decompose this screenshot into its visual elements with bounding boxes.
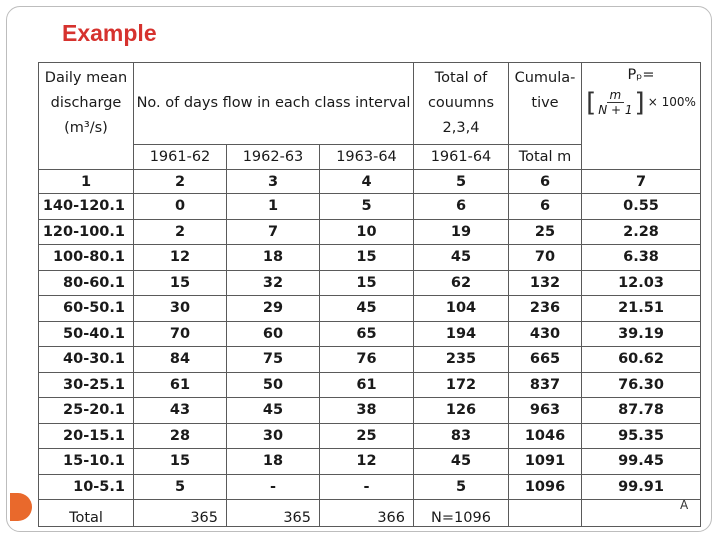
- year-cell: 1961-64: [414, 145, 509, 170]
- discharge-class-cell: 120-100.1: [39, 219, 134, 245]
- table-row: [39, 296, 701, 322]
- table-cell: -: [320, 474, 414, 500]
- table-row: [39, 423, 701, 449]
- table-cell: 28: [134, 423, 227, 449]
- table-cell: 19: [414, 219, 509, 245]
- header-days-flow: No. of days flow in each class interval: [134, 63, 414, 145]
- table-cell: 2.28: [582, 219, 701, 245]
- table-cell: 12: [134, 245, 227, 271]
- table-container: [38, 62, 702, 526]
- table-cell: 45: [414, 449, 509, 475]
- table-cell: 61: [320, 372, 414, 398]
- table-cell: 15: [320, 245, 414, 271]
- column-number: 2: [134, 170, 227, 194]
- header-row: [39, 63, 701, 145]
- header-discharge: Daily mean discharge (m³/s): [39, 63, 134, 145]
- table-cell: 235: [414, 347, 509, 373]
- table-cell: 32: [227, 270, 320, 296]
- table-cell: 95.35: [582, 423, 701, 449]
- column-number: 7: [582, 170, 701, 194]
- year-cell: 1961-62: [134, 145, 227, 170]
- table-cell: 15: [134, 449, 227, 475]
- discharge-class-cell: 30-25.1: [39, 372, 134, 398]
- table-cell: 2: [134, 219, 227, 245]
- table-cell: 126: [414, 398, 509, 424]
- table-cell: 87.78: [582, 398, 701, 424]
- table-cell: 75: [227, 347, 320, 373]
- table-cell: 18: [227, 449, 320, 475]
- table-cell: 1: [227, 194, 320, 220]
- flow-duration-table: [38, 62, 701, 527]
- table-cell: 12: [320, 449, 414, 475]
- year-row: [39, 145, 701, 170]
- year-cell: Total m: [509, 145, 582, 170]
- table-cell: 25: [509, 219, 582, 245]
- table-cell: 70: [509, 245, 582, 271]
- table-cell: 62: [414, 270, 509, 296]
- table-cell: 15: [134, 270, 227, 296]
- table-cell: 12.03: [582, 270, 701, 296]
- table-cell: 0.55: [582, 194, 701, 220]
- table-cell: 194: [414, 321, 509, 347]
- discharge-class-cell: 100-80.1: [39, 245, 134, 271]
- table-cell: 963: [509, 398, 582, 424]
- table-cell: 1096: [509, 474, 582, 500]
- totals-cell: 366: [320, 500, 414, 527]
- totals-cell: 365: [227, 500, 320, 527]
- table-cell: 5: [320, 194, 414, 220]
- table-cell: 99.45: [582, 449, 701, 475]
- table-row: [39, 474, 701, 500]
- totals-label: Total: [39, 500, 134, 527]
- year-cell: 1963-64: [320, 145, 414, 170]
- year-cell-empty: [39, 145, 134, 170]
- table-row: [39, 449, 701, 475]
- discharge-class-cell: 50-40.1: [39, 321, 134, 347]
- table-cell: 236: [509, 296, 582, 322]
- table-cell: 18: [227, 245, 320, 271]
- discharge-class-cell: 20-15.1: [39, 423, 134, 449]
- table-cell: 5: [134, 474, 227, 500]
- discharge-class-cell: 140-120.1: [39, 194, 134, 220]
- table-cell: 76: [320, 347, 414, 373]
- totals-cell: 365: [134, 500, 227, 527]
- table-cell: 76.30: [582, 372, 701, 398]
- table-cell: 1046: [509, 423, 582, 449]
- table-cell: 837: [509, 372, 582, 398]
- table-cell: 45: [414, 245, 509, 271]
- totals-cell: [509, 500, 582, 527]
- table-row: [39, 270, 701, 296]
- table-cell: 430: [509, 321, 582, 347]
- table-cell: 7: [227, 219, 320, 245]
- column-number: 4: [320, 170, 414, 194]
- totals-row: [39, 500, 701, 527]
- column-number: 5: [414, 170, 509, 194]
- table-cell: 83: [414, 423, 509, 449]
- table-cell: 132: [509, 270, 582, 296]
- table-row: [39, 219, 701, 245]
- table-cell: 21.51: [582, 296, 701, 322]
- table-cell: 29: [227, 296, 320, 322]
- table-cell: 61: [134, 372, 227, 398]
- discharge-class-cell: 60-50.1: [39, 296, 134, 322]
- table-cell: 43: [134, 398, 227, 424]
- table-cell: 25: [320, 423, 414, 449]
- table-cell: 172: [414, 372, 509, 398]
- table-cell: 6: [414, 194, 509, 220]
- table-cell: 6.38: [582, 245, 701, 271]
- footer-mark: A: [680, 498, 689, 512]
- discharge-class-cell: 15-10.1: [39, 449, 134, 475]
- table-cell: 30: [227, 423, 320, 449]
- table-cell: 30: [134, 296, 227, 322]
- table-cell: 5: [414, 474, 509, 500]
- table-cell: 1091: [509, 449, 582, 475]
- slide-title: Example: [62, 20, 157, 46]
- table-row: [39, 372, 701, 398]
- year-cell: 1962-63: [227, 145, 320, 170]
- table-cell: 84: [134, 347, 227, 373]
- column-number: 1: [39, 170, 134, 194]
- table-row: [39, 398, 701, 424]
- probability-formula: [ m N + 1 ] × 100%: [586, 87, 696, 118]
- discharge-class-cell: 40-30.1: [39, 347, 134, 373]
- table-cell: 99.91: [582, 474, 701, 500]
- header-total-columns: Total of couumns 2,3,4: [414, 63, 509, 145]
- table-cell: 65: [320, 321, 414, 347]
- table-cell: 60: [227, 321, 320, 347]
- table-cell: 6: [509, 194, 582, 220]
- header-cumulative: Cumula- tive: [509, 63, 582, 145]
- totals-cell: N=1096: [414, 500, 509, 527]
- year-cell-empty: [582, 145, 701, 170]
- table-row: [39, 245, 701, 271]
- table-cell: -: [227, 474, 320, 500]
- column-number-row: [39, 170, 701, 194]
- table-cell: 38: [320, 398, 414, 424]
- table-cell: 50: [227, 372, 320, 398]
- table-cell: 60.62: [582, 347, 701, 373]
- table-cell: 10: [320, 219, 414, 245]
- table-cell: 665: [509, 347, 582, 373]
- table-cell: 15: [320, 270, 414, 296]
- column-number: 6: [509, 170, 582, 194]
- table-cell: 45: [320, 296, 414, 322]
- discharge-class-cell: 10-5.1: [39, 474, 134, 500]
- table-row: [39, 347, 701, 373]
- table-cell: 39.19: [582, 321, 701, 347]
- table-row: [39, 321, 701, 347]
- table-cell: 45: [227, 398, 320, 424]
- table-row: [39, 194, 701, 220]
- header-probability: Pₚ= [ m N + 1 ] × 100%: [582, 63, 701, 145]
- discharge-class-cell: 80-60.1: [39, 270, 134, 296]
- table-cell: 0: [134, 194, 227, 220]
- table-cell: 104: [414, 296, 509, 322]
- discharge-class-cell: 25-20.1: [39, 398, 134, 424]
- table-body: [39, 194, 701, 500]
- table-cell: 70: [134, 321, 227, 347]
- column-number: 3: [227, 170, 320, 194]
